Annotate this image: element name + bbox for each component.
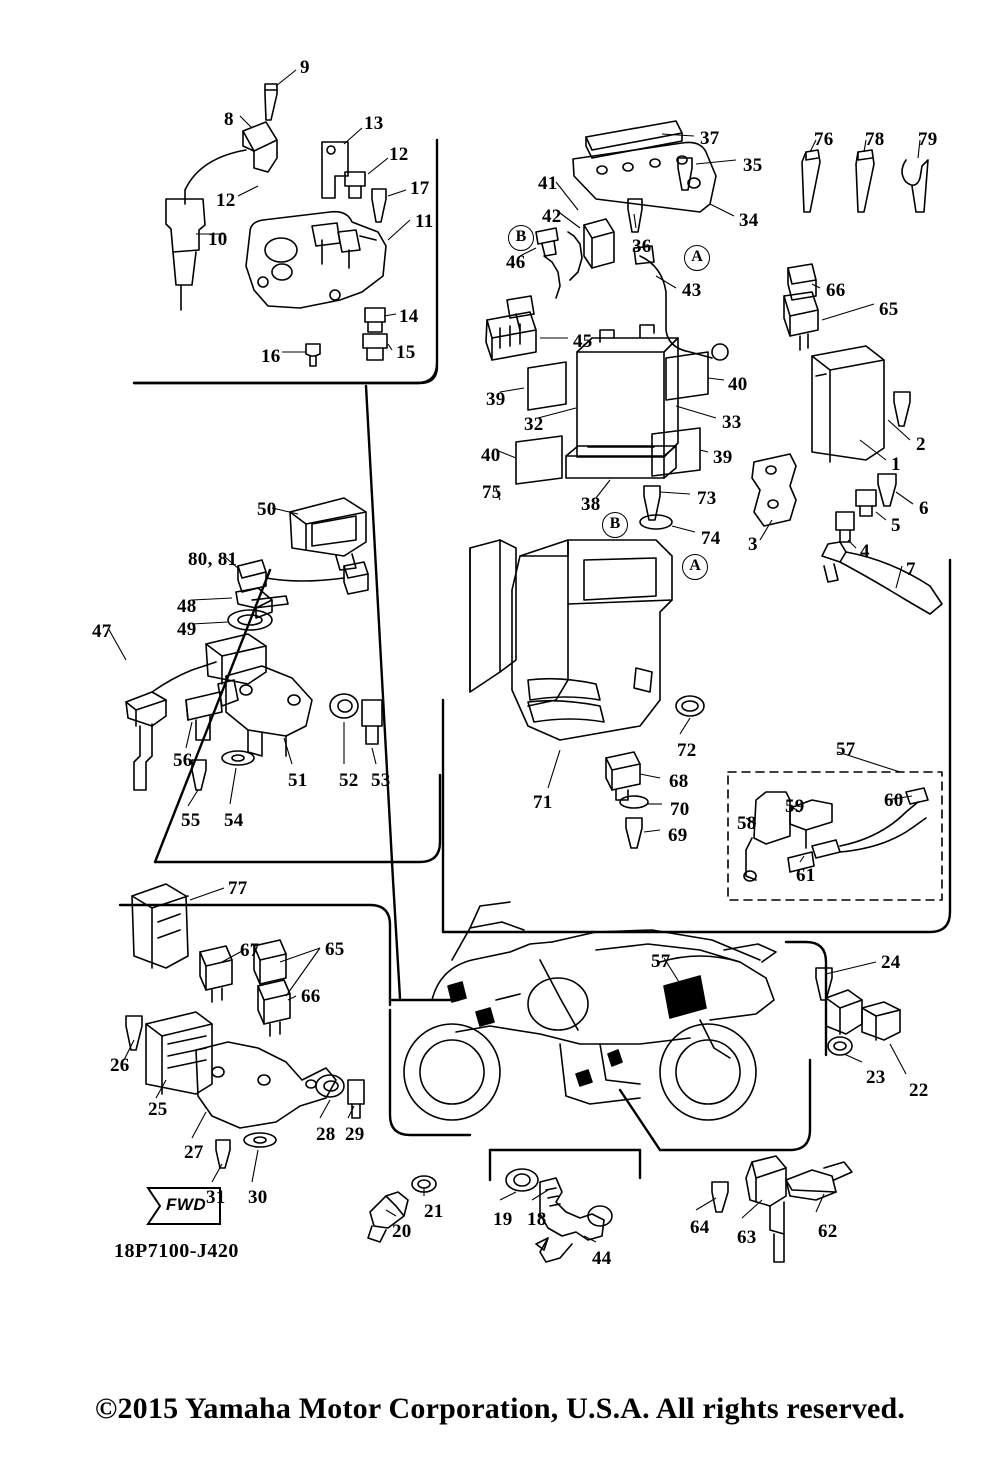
callout-number: 69 bbox=[668, 825, 688, 846]
callout-number: 28 bbox=[316, 1124, 336, 1145]
callout-number: 24 bbox=[881, 952, 901, 973]
callout-number: 41 bbox=[538, 173, 558, 194]
callout-number: 39 bbox=[486, 389, 506, 410]
callout-number: 75 bbox=[482, 482, 502, 503]
callout-number: 62 bbox=[818, 1221, 838, 1242]
callout-number: 65 bbox=[879, 299, 899, 320]
callout-number: 18 bbox=[527, 1209, 547, 1230]
callout-number: 74 bbox=[701, 528, 721, 549]
callout-number: 73 bbox=[697, 488, 717, 509]
callout-number: 70 bbox=[670, 799, 690, 820]
callout-number: 12 bbox=[389, 144, 409, 165]
callout-number: 49 bbox=[177, 619, 197, 640]
callout-number: 34 bbox=[739, 210, 759, 231]
callout-number: 6 bbox=[919, 498, 929, 519]
callout-number: 8 bbox=[224, 109, 234, 130]
callout-number: 1 bbox=[891, 454, 901, 475]
callout-number: 30 bbox=[248, 1187, 268, 1208]
callout-number: 58 bbox=[737, 813, 757, 834]
callout-number: 3 bbox=[748, 534, 758, 555]
callout-number: 65 bbox=[325, 939, 345, 960]
callout-number: 13 bbox=[364, 113, 384, 134]
callout-number: 36 bbox=[632, 236, 652, 257]
callout-number: 29 bbox=[345, 1124, 365, 1145]
callout-letter-marker: B bbox=[602, 512, 628, 538]
callout-number: 64 bbox=[690, 1217, 710, 1238]
callout-number: 63 bbox=[737, 1227, 757, 1248]
callout-number: 72 bbox=[677, 740, 697, 761]
callout-number: 53 bbox=[371, 770, 391, 791]
callout-number: 71 bbox=[533, 792, 553, 813]
callout-number: 79 bbox=[918, 129, 938, 150]
callout-number: 26 bbox=[110, 1055, 130, 1076]
callout-number: 19 bbox=[493, 1209, 513, 1230]
callout-number: 33 bbox=[722, 412, 742, 433]
callout-number: 23 bbox=[866, 1067, 886, 1088]
callout-number: 40 bbox=[728, 374, 748, 395]
callout-number: 42 bbox=[542, 206, 562, 227]
callout-number: 31 bbox=[206, 1187, 226, 1208]
callout-number: 66 bbox=[301, 986, 321, 1007]
callout-number: 14 bbox=[399, 306, 419, 327]
callout-number: 66 bbox=[826, 280, 846, 301]
callout-letter-marker: A bbox=[682, 554, 708, 580]
callout-number: 37 bbox=[700, 128, 720, 149]
callout-letter-marker: A bbox=[684, 245, 710, 271]
callout-number: 46 bbox=[506, 252, 526, 273]
fwd-text: FWD bbox=[166, 1195, 207, 1214]
callout-number: 4 bbox=[860, 541, 870, 562]
callout-number: 32 bbox=[524, 414, 544, 435]
callout-number: 56 bbox=[173, 750, 193, 771]
callout-number: 50 bbox=[257, 499, 277, 520]
callout-number: 59 bbox=[785, 796, 805, 817]
callout-letter-marker: B bbox=[508, 225, 534, 251]
callout-number: 35 bbox=[743, 155, 763, 176]
callout-number: 52 bbox=[339, 770, 359, 791]
callout-number: 7 bbox=[906, 559, 916, 580]
callout-number: 57 bbox=[651, 951, 671, 972]
callout-number: 51 bbox=[288, 770, 308, 791]
callout-number: 5 bbox=[891, 515, 901, 536]
diagram-part-number: 18P7100-J420 bbox=[114, 1240, 239, 1262]
callout-number: 57 bbox=[836, 739, 856, 760]
callout-number: 11 bbox=[415, 211, 434, 232]
callout-number: 55 bbox=[181, 810, 201, 831]
callout-number: 15 bbox=[396, 342, 416, 363]
callout-number: 80, 81 bbox=[188, 549, 238, 570]
callout-number: 9 bbox=[300, 57, 310, 78]
callout-number: 10 bbox=[208, 229, 228, 250]
callout-number: 78 bbox=[865, 129, 885, 150]
callout-number: 38 bbox=[581, 494, 601, 515]
callout-number: 20 bbox=[392, 1221, 412, 1242]
callout-number: 21 bbox=[424, 1201, 444, 1222]
callout-number: 76 bbox=[814, 129, 834, 150]
copyright-notice: ©2015 Yamaha Motor Corporation, U.S.A. All rights reserved. bbox=[94, 1392, 906, 1425]
callout-number: 67 bbox=[240, 940, 260, 961]
callout-number: 68 bbox=[669, 771, 689, 792]
callout-number: 60 bbox=[884, 790, 904, 811]
callout-number: 27 bbox=[184, 1142, 204, 1163]
callout-number: 45 bbox=[573, 331, 593, 352]
callout-number: 48 bbox=[177, 596, 197, 617]
callout-number: 40 bbox=[481, 445, 501, 466]
callout-number: 12 bbox=[216, 190, 236, 211]
callout-number: 39 bbox=[713, 447, 733, 468]
callout-number: 16 bbox=[261, 346, 281, 367]
callout-number: 25 bbox=[148, 1099, 168, 1120]
callout-number: 54 bbox=[224, 810, 244, 831]
callout-number: 43 bbox=[682, 280, 702, 301]
callout-number: 61 bbox=[796, 865, 816, 886]
callout-number: 47 bbox=[92, 621, 112, 642]
callout-number: 22 bbox=[909, 1080, 929, 1101]
callout-number: 2 bbox=[916, 434, 926, 455]
callout-number: 17 bbox=[410, 178, 430, 199]
callout-number: 44 bbox=[592, 1248, 612, 1269]
callout-number: 77 bbox=[228, 878, 248, 899]
